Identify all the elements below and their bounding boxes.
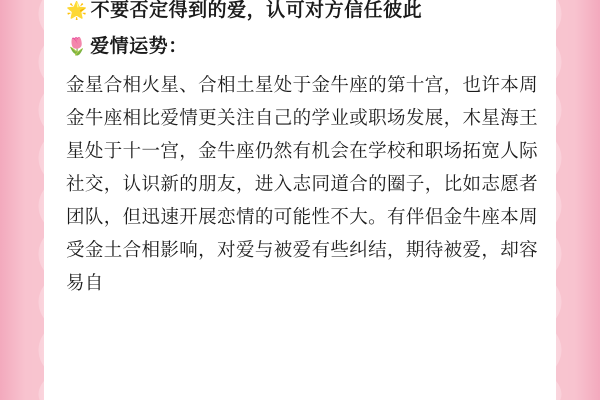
section-heading — [66, 32, 538, 62]
partial-top-line-text: 不要否定得到的爱，认可对方信任彼此 — [90, 0, 423, 21]
content-sheet — [44, 0, 556, 400]
section-paragraph: 金星合相火星、合相土星处于金牛座的第十宫，也许本周金牛座相比爱情更关注自己的学业或职场发展，木星海王星处于十一宫，金牛座仍然有机会在学校和职场拓宽人际社交，认识新的朋友，进入志同道合的圈子，比如志愿者团队，但迅速开展恋情的可能性不大。有伴侣金牛座本周受金土合相影响，对爱与被爱有些纠结，期待被爱，却容易自 — [66, 74, 538, 293]
section-heading-title: 爱情运势 — [90, 36, 169, 57]
rose-icon: 🌷 — [66, 37, 88, 56]
section-heading-colon: ： — [168, 36, 188, 57]
article-content — [44, 0, 556, 299]
partial-top-line — [66, 0, 538, 26]
star-icon: 🌟 — [66, 1, 88, 20]
